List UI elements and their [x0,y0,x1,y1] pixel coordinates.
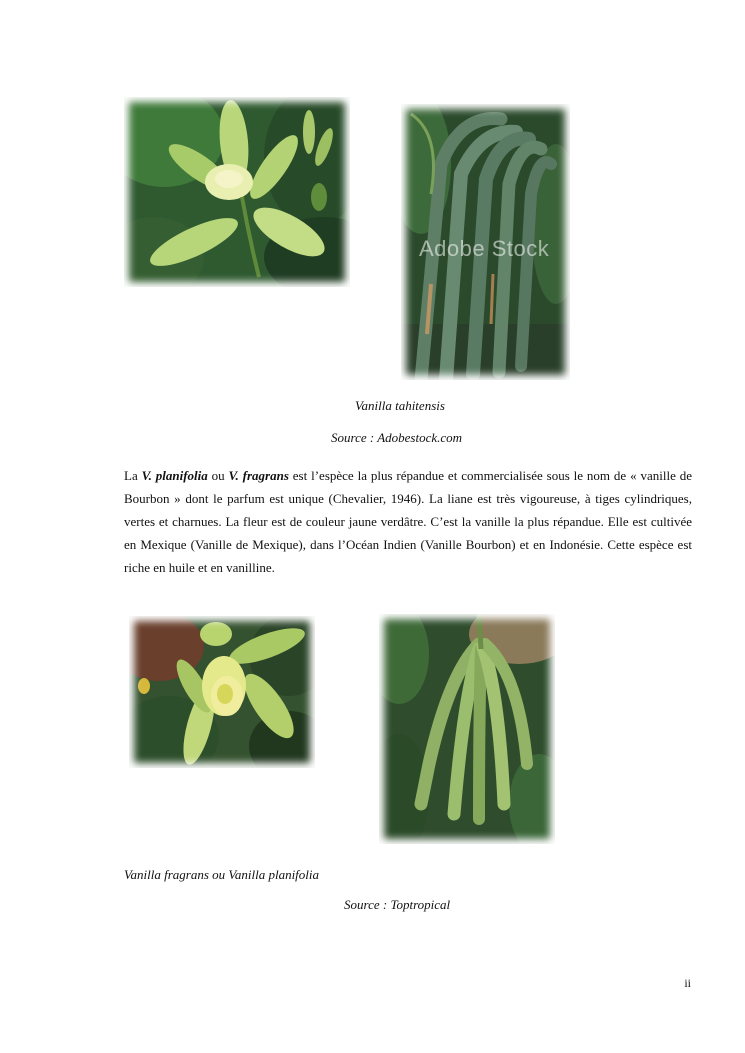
page-number: ii [684,976,691,990]
figure-caption-source: Source : Toptropical [344,897,451,912]
vanilla-tahitensis-flower-image [124,97,350,287]
figure-caption-species: Vanilla fragrans ou Vanilla planifolia [124,867,320,882]
vanilla-fragrans-flower-image [129,616,315,768]
vanilla-tahitensis-pods-image [401,104,570,380]
species-name-bold: V. fragrans [228,468,289,483]
adobe-stock-watermark: Adobe Stock [419,236,550,261]
species-name-bold: V. planifolia [141,468,208,483]
vanilla-fragrans-pods-image [379,614,555,844]
figure-caption-species: Vanilla tahitensis [355,398,445,413]
figure-caption-source: Source : Adobestock.com [331,430,463,445]
body-paragraph: La V. planifolia ou V. fragrans est l’espèce la plus répandue et commercialisée sous le nom de « vanille de Bourbon » dont le parfum est unique (Chevalier, 1946). La liane est très vigoureuse, à tiges cylindriques, vertes et charnues. La fleur est de couleur jaune verdâtre. C’est la vanille la plus répandue. Elle est cultivée en Mexique (Vanille de Mexique), dans l’Océan Indien (Vanille Bourbon) et en Indonésie. Cette espèce est riche en huile et en vanilline. [124,468,692,575]
